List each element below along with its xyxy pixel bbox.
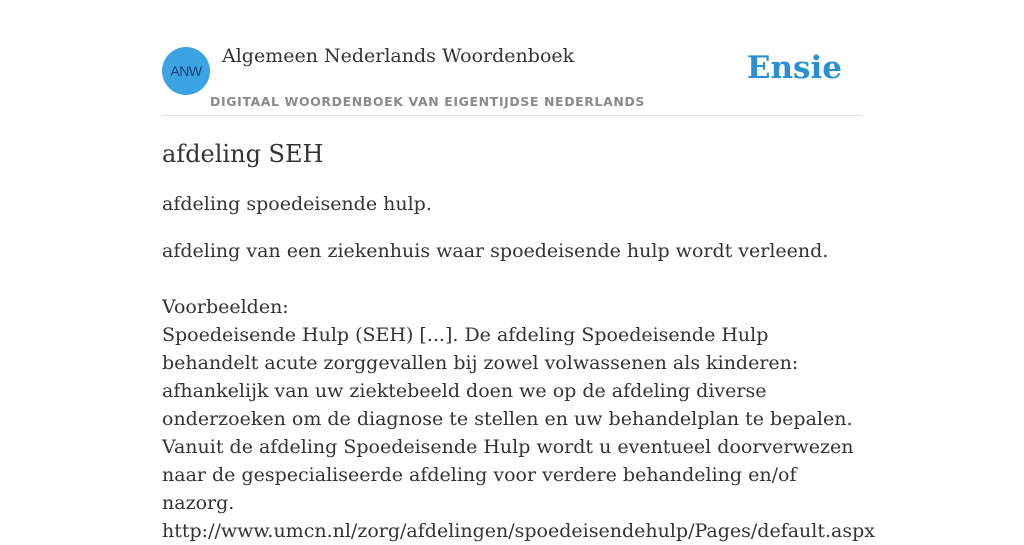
example-text: Spoedeisende Hulp (SEH) [...]. De afdeling Spoedeisende Hulp behandelt acute zorggevallen bij zowel volwassenen als kinderen: afhankelijk van uw ziektebeeld doen we op de afdeling diverse onderzoeken om de diagnose te stellen en uw behandelplan te bepalen. Vanuit de afdeling Spoedeisende Hulp wordt u eventueel doorverwezen naar de gespecialiseerde afdeling voor verdere behandeling en/of nazorg. [162,324,854,514]
ensie-brand-logo[interactable]: Ensie [746,50,842,86]
site-header [162,0,862,116]
short-definition: afdeling spoedeisende hulp. [162,193,432,215]
site-subtitle: DIGITAAL WOORDENBOEK VAN EIGENTIJDSE NEDERLANDS [210,94,646,109]
anw-logo[interactable] [162,47,210,95]
logo-text: ANW [170,63,202,79]
example-source-url: http://www.umcn.nl/zorg/afdelingen/spoedeisendehulp/Pages/default.aspx [162,520,875,542]
definition: afdeling van een ziekenhuis waar spoedeisende hulp wordt verleend. [162,240,829,262]
examples-label: Voorbeelden: [162,296,289,318]
dictionary-entry [162,138,875,545]
site-title[interactable]: Algemeen Nederlands Woordenboek [222,45,575,67]
headword: afdeling SEH [162,140,324,168]
